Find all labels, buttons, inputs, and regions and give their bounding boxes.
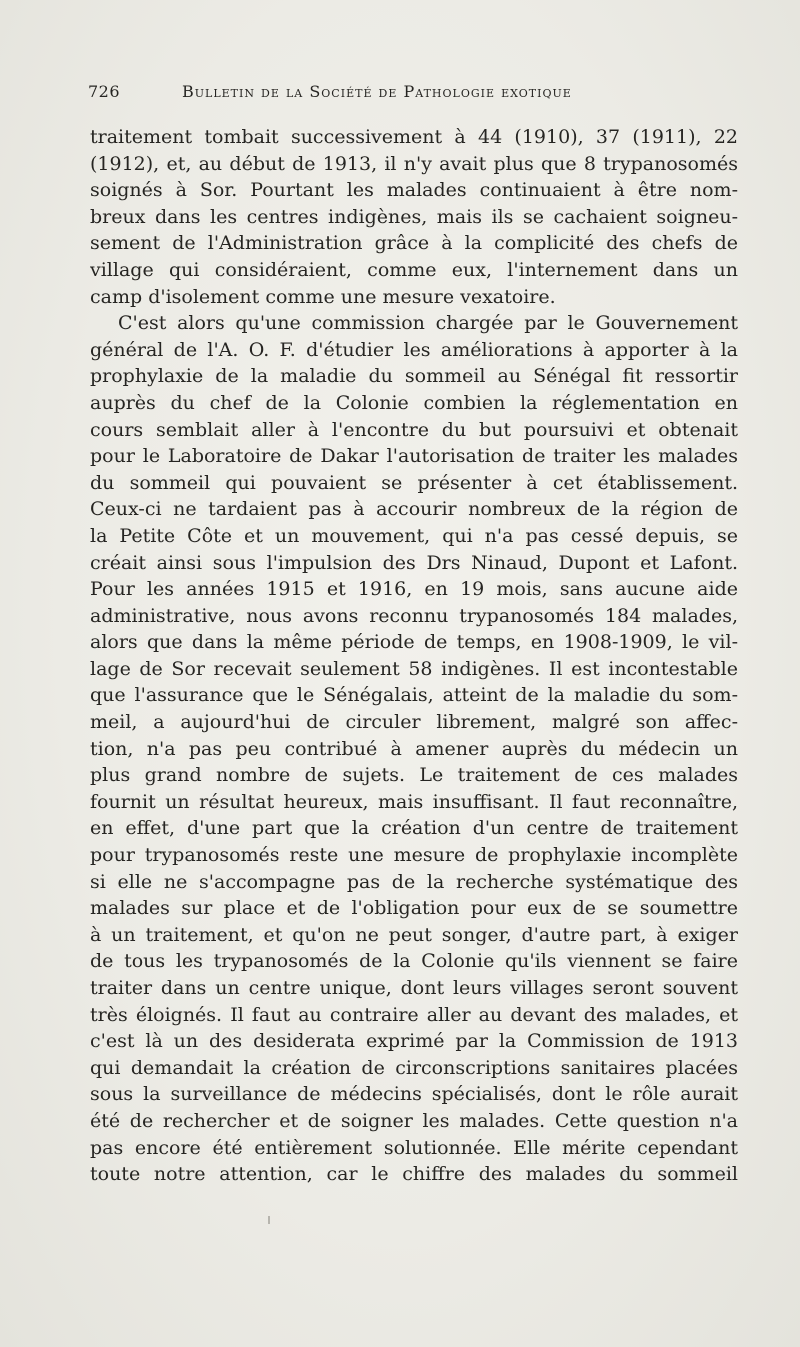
text-line: sement de l'Administration grâce à la complicité des chefs de [90,232,738,255]
text-line: c'est là un des desiderata exprimé par la Commission de 1913 [90,1030,738,1053]
text-line: du sommeil qui pouvaient se présenter à cet établissement. [90,471,738,494]
text-line: traitement tombait successivement à 44 (1910), 37 (1911), 22 [90,126,738,148]
text-line: créait ainsi sous l'impulsion des Drs Ninaud, Dupont et Lafont. [90,551,738,574]
text-line: auprès du chef de la Colonie combien la réglementation en [90,391,738,414]
text-line: breux dans les centres indigènes, mais ils se cachaient soigneu- [90,205,738,228]
text-line: pour trypanosomés reste une mesure de prophylaxie incomplète [90,844,738,867]
text-line: toute notre attention, car le chiffre des malades du sommeil [90,1163,738,1186]
text-line: plus grand nombre de sujets. Le traitement de ces malades [90,764,738,787]
text-line: village qui considéraient, comme eux, l'internement dans un [90,258,738,281]
text-line: soignés à Sor. Pourtant les malades continuaient à être nom- [90,179,738,202]
text-line: si elle ne s'accompagne pas de la recherche systématique des [90,870,738,893]
page-number: 726 [88,82,121,101]
text-line: traiter dans un centre unique, dont leurs villages seront souvent [90,977,738,999]
print-speck [268,1216,270,1224]
text-line: pour le Laboratoire de Dakar l'autorisation de traiter les malades [90,445,738,468]
journal-title: Bulletin de la Société de Pathologie exotique [182,82,572,101]
text-line: à un traitement, et qu'on ne peut songer, d'autre part, à exiger [90,923,738,946]
text-line: (1912), et, au début de 1913, il n'y avait plus que 8 trypanosomés [90,152,738,175]
text-line: alors que dans la même période de temps, en 1908-1909, le vil- [90,631,738,654]
text-line: très éloignés. Il faut au contraire aller au devant des malades, et [90,1003,738,1026]
text-line: meil, a aujourd'hui de circuler librement, malgré son affec- [90,711,738,734]
text-line: prophylaxie de la maladie du sommeil au Sénégal fit ressortir [90,365,738,388]
text-line: Ceux-ci ne tardaient pas à accourir nombreux de la région de [90,498,738,521]
text-line: qui demandait la création de circonscriptions sanitaires placées [90,1056,738,1079]
text-line: la Petite Côte et un mouvement, qui n'a pas cessé depuis, se [90,524,738,547]
text-line: pas encore été entièrement solutionnée. Elle mérite cependant [90,1136,738,1159]
paragraph-start-line: C'est alors qu'une commission chargée par le Gouvernement [118,312,738,335]
text-line: de tous les trypanosomés de la Colonie qu'ils viennent se faire [90,950,738,973]
text-line: tion, n'a pas peu contribué à amener auprès du médecin un [90,737,738,760]
running-head [88,82,736,108]
text-line: en effet, d'une part que la création d'un centre de traitement [90,817,738,840]
text-line: lage de Sor recevait seulement 58 indigènes. Il est incontestable [90,657,738,680]
text-line: général de l'A. O. F. d'étudier les améliorations à apporter à la [90,338,738,361]
text-line: fournit un résultat heureux, mais insuffisant. Il faut reconnaître, [90,790,738,813]
text-line: sous la surveillance de médecins spécialisés, dont le rôle aurait [90,1083,738,1106]
text-line: administrative, nous avons reconnu trypanosomés 184 malades, [90,604,738,627]
text-line: malades sur place et de l'obligation pour eux de se soumettre [90,897,738,920]
text-line: été de rechercher et de soigner les malades. Cette question n'a [90,1109,738,1132]
text-line: Pour les années 1915 et 1916, en 19 mois, sans aucune aide [90,578,738,601]
text-line: que l'assurance que le Sénégalais, atteint de la maladie du som- [90,684,738,707]
text-line: camp d'isolement comme une mesure vexatoire. [90,285,556,308]
body-text [90,124,738,1188]
text-line: cours semblait aller à l'encontre du but poursuivi et obtenait [90,418,738,441]
